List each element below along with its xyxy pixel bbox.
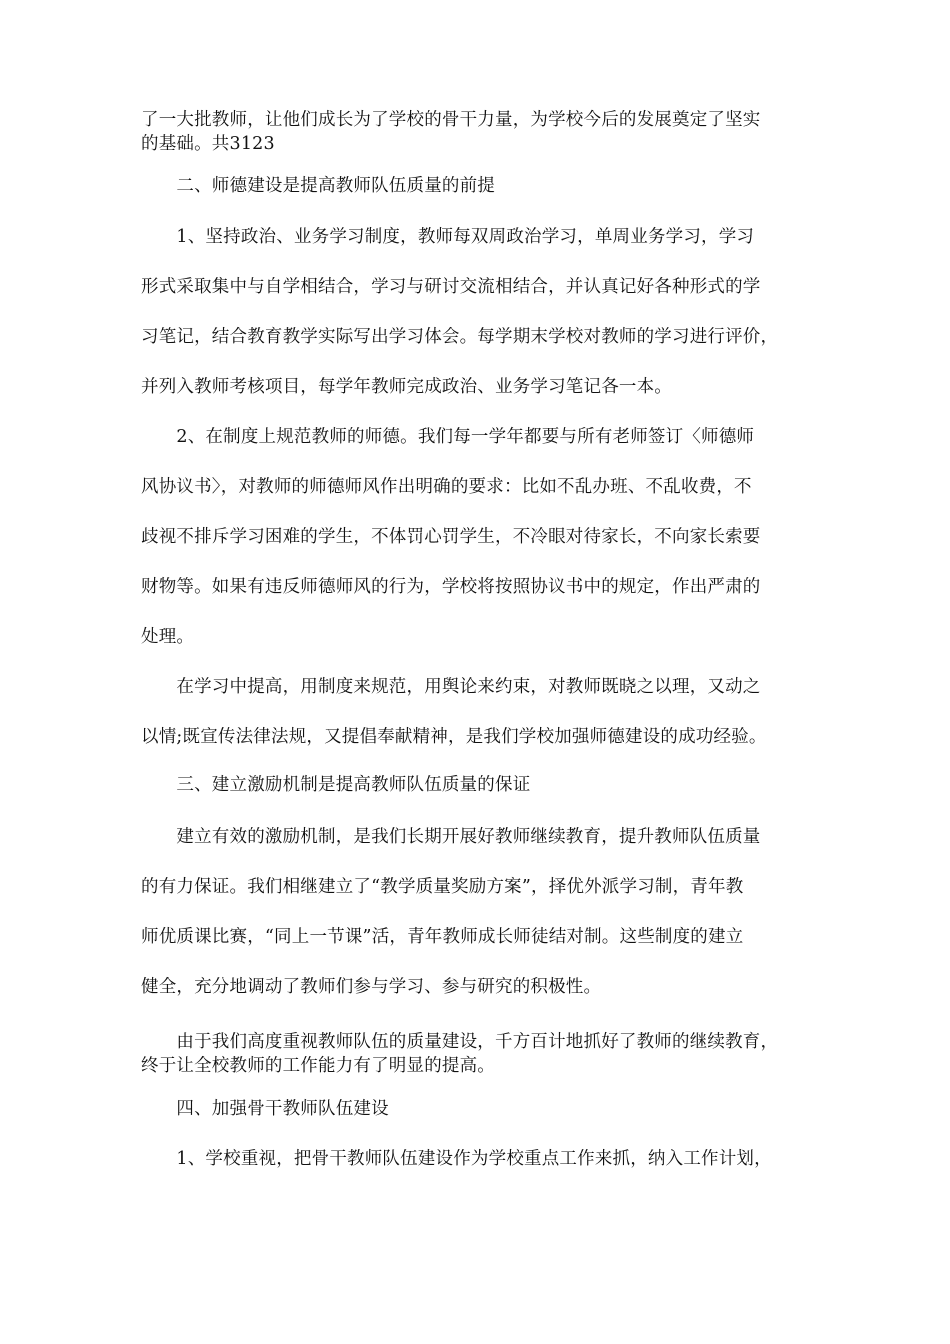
text-line: 建立有效的激励机制，是我们长期开展好教师继续教育，提升教师队伍质量 [141, 827, 761, 847]
paragraph-intro-continuation [141, 108, 821, 156]
text-line: 1、坚持政治、业务学习制度，教师每双周政治学习，单周业务学习，学习 [141, 227, 755, 247]
section-heading-2 [141, 174, 821, 198]
heading-text: 二、师德建设是提高教师队伍质量的前提 [141, 176, 495, 196]
text-line: 风协议书〉，对教师的师德师风作出明确的要求：比如不乱办班、不乱收费，不 [141, 477, 752, 497]
text-line: 的有力保证。我们相继建立了“教学质量奖励方案”，择优外派学习制，青年教 [141, 877, 744, 897]
paragraph-2-summary [141, 662, 821, 762]
text-line: 财物等。如果有违反师德师风的行为，学校将按照协议书中的规定，作出严肃的 [141, 577, 761, 597]
text-line: 形式采取集中与自学相结合，学习与研讨交流相结合，并认真记好各种形式的学 [141, 277, 761, 297]
paragraph-3-summary [141, 1030, 821, 1078]
text-line: 以情;既宣传法律法规，又提倡奉献精神，是我们学校加强师德建设的成功经验。 [141, 727, 767, 747]
text-line: 的基础。共3123 [141, 134, 275, 154]
section-heading-4 [141, 1097, 821, 1121]
text-line: 由于我们高度重视教师队伍的质量建设，千方百计地抓好了教师的继续教育， [141, 1032, 779, 1052]
text-line: 2、在制度上规范教师的师德。我们每一学年都要与所有老师签订〈师德师 [141, 427, 755, 447]
text-line: 处理。 [141, 627, 195, 647]
section-heading-3 [141, 773, 821, 797]
heading-text: 三、建立激励机制是提高教师队伍质量的保证 [141, 775, 531, 795]
text-line: 并列入教师考核项目，每学年教师完成政治、业务学习笔记各一本。 [141, 377, 672, 397]
paragraph-2-2 [141, 412, 821, 662]
paragraph-2-1 [141, 212, 821, 412]
text-line: 1、学校重视，把骨干教师队伍建设作为学校重点工作来抓，纳入工作计划， [141, 1149, 772, 1169]
paragraph-4-1 [141, 1147, 821, 1171]
text-line: 师优质课比赛，“同上一节课”活，青年教师成长师徒结对制。这些制度的建立 [141, 927, 744, 947]
text-line: 歧视不排斥学习困难的学生，不体罚心罚学生，不冷眼对待家长，不向家长索要 [141, 527, 761, 547]
paragraph-3-1 [141, 812, 821, 1012]
text-line: 习笔记，结合教育教学实际写出学习体会。每学期末学校对教师的学习进行评价， [141, 327, 779, 347]
text-line: 终于让全校教师的工作能力有了明显的提高。 [141, 1056, 495, 1076]
text-line: 在学习中提高，用制度来规范，用舆论来约束，对教师既晓之以理，又动之 [141, 677, 761, 697]
text-line: 健全，充分地调动了教师们参与学习、参与研究的积极性。 [141, 977, 602, 997]
text-line: 了一大批教师，让他们成长为了学校的骨干力量，为学校今后的发展奠定了坚实 [141, 110, 761, 130]
heading-text: 四、加强骨干教师队伍建设 [141, 1099, 389, 1119]
